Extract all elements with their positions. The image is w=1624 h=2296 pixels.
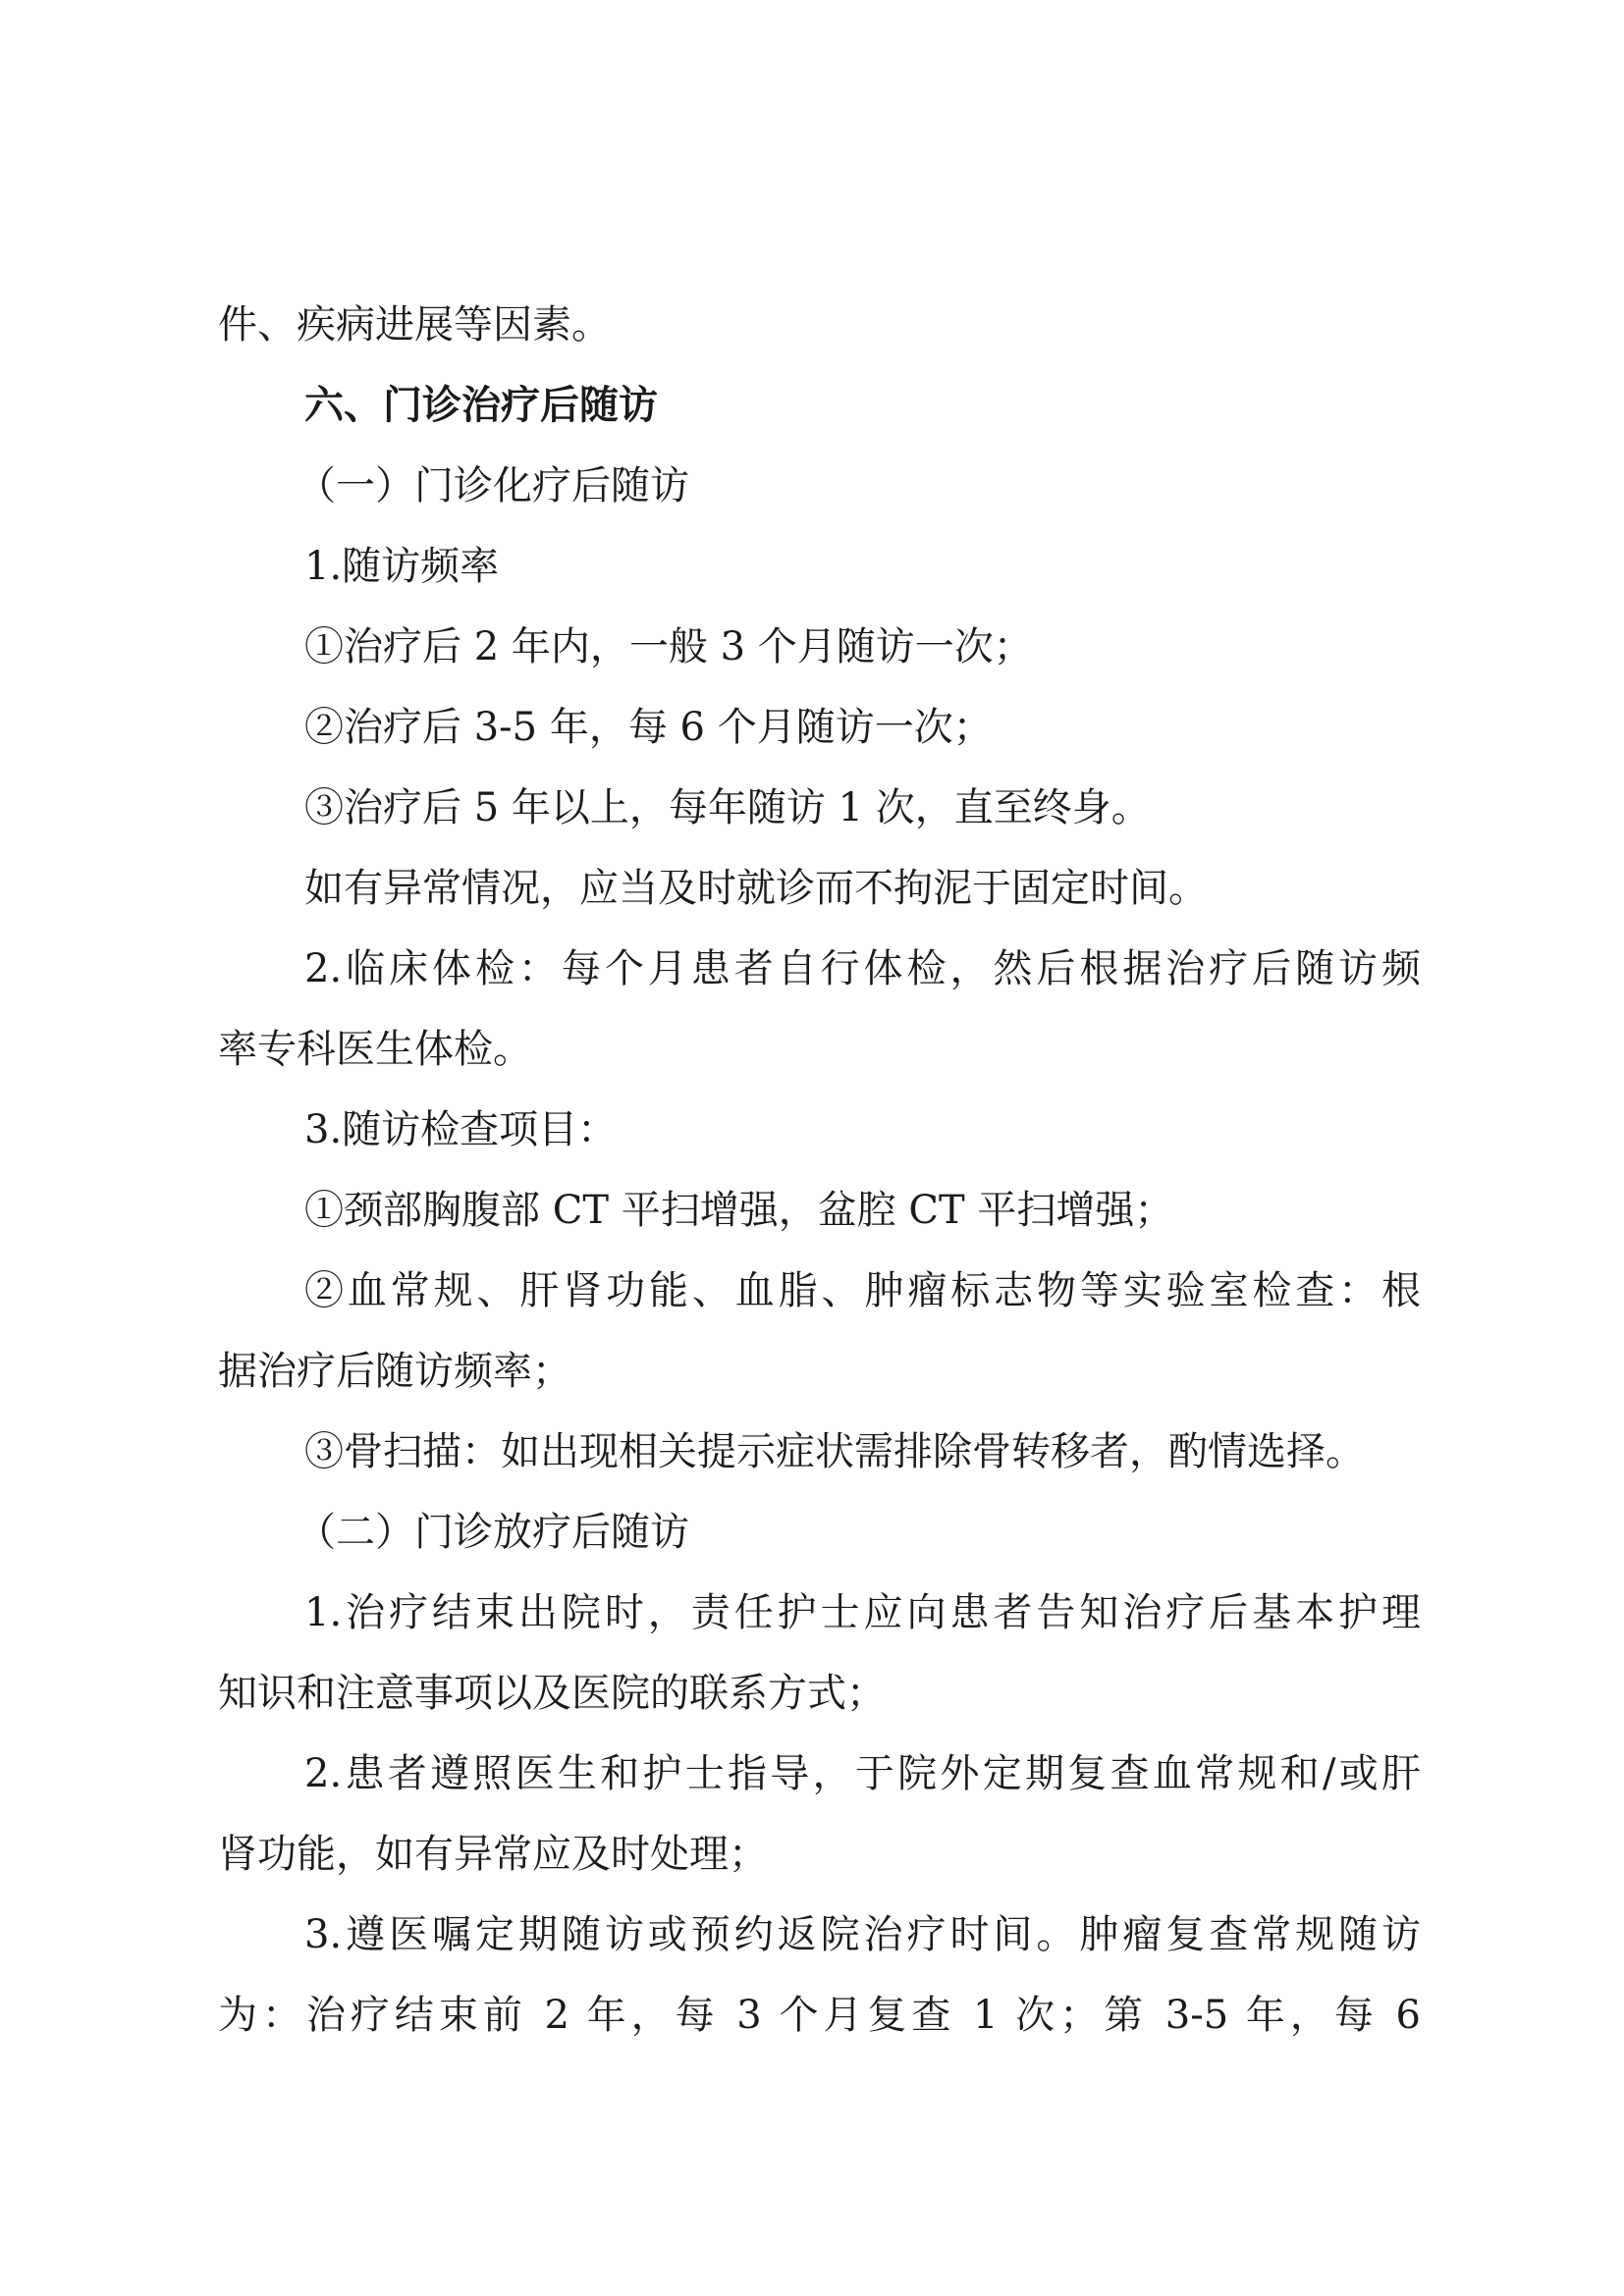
paragraph-line: 3.遵医嘱定期随访或预约返院治疗时间。肿瘤复查常规随访 xyxy=(304,1912,1421,1957)
paragraph-line: ③骨扫描：如出现相关提示症状需排除骨转移者，酌情选择。 xyxy=(304,1429,1365,1474)
paragraph-line: 如有异常情况，应当及时就诊而不拘泥于固定时间。 xyxy=(304,866,1208,911)
paragraph-line: 1.随访频率 xyxy=(304,544,500,589)
paragraph-line: ③治疗后 5 年以上，每年随访 1 次，直至终身。 xyxy=(304,785,1151,830)
body-text xyxy=(218,285,1421,2056)
paragraph-line: ①治疗后 2 年内，一般 3 个月随访一次； xyxy=(304,624,1033,669)
paragraph-line: 3.随访检查项目： xyxy=(304,1107,618,1152)
paragraph-line: 肾功能，如有异常应及时处理； xyxy=(218,1832,768,1877)
paragraph-line: ①颈部胸腹部 CT 平扫增强，盆腔 CT 平扫增强； xyxy=(304,1188,1174,1233)
paragraph-line: ②血常规、肝肾功能、血脂、肿瘤标志物等实验室检查：根 xyxy=(304,1268,1421,1313)
paragraph-line: 2.患者遵照医生和护士指导，于院外定期复查血常规和/或肝 xyxy=(304,1751,1421,1796)
paragraph-line: 据治疗后随访频率； xyxy=(218,1349,571,1394)
paragraph-line: 2.临床体检：每个月患者自行体检，然后根据治疗后随访频 xyxy=(304,946,1421,991)
section-heading: 六、门诊治疗后随访 xyxy=(304,383,658,428)
subsection-heading: （一）门诊化疗后随访 xyxy=(297,463,689,508)
paragraph-line: 1.治疗结束出院时，责任护士应向患者告知治疗后基本护理 xyxy=(304,1590,1421,1635)
subsection-heading: （二）门诊放疗后随访 xyxy=(297,1510,689,1555)
paragraph-line: 知识和注意事项以及医院的联系方式； xyxy=(218,1671,886,1716)
paragraph-line: 率专科医生体检。 xyxy=(218,1027,532,1072)
paragraph-line: 件、疾病进展等因素。 xyxy=(218,302,611,347)
paragraph-line: ②治疗后 3-5 年，每 6 个月随访一次； xyxy=(304,705,993,750)
paragraph-line: 为：治疗结束前 2 年，每 3 个月复查 1 次；第 3-5 年，每 6 xyxy=(218,1993,1421,2038)
